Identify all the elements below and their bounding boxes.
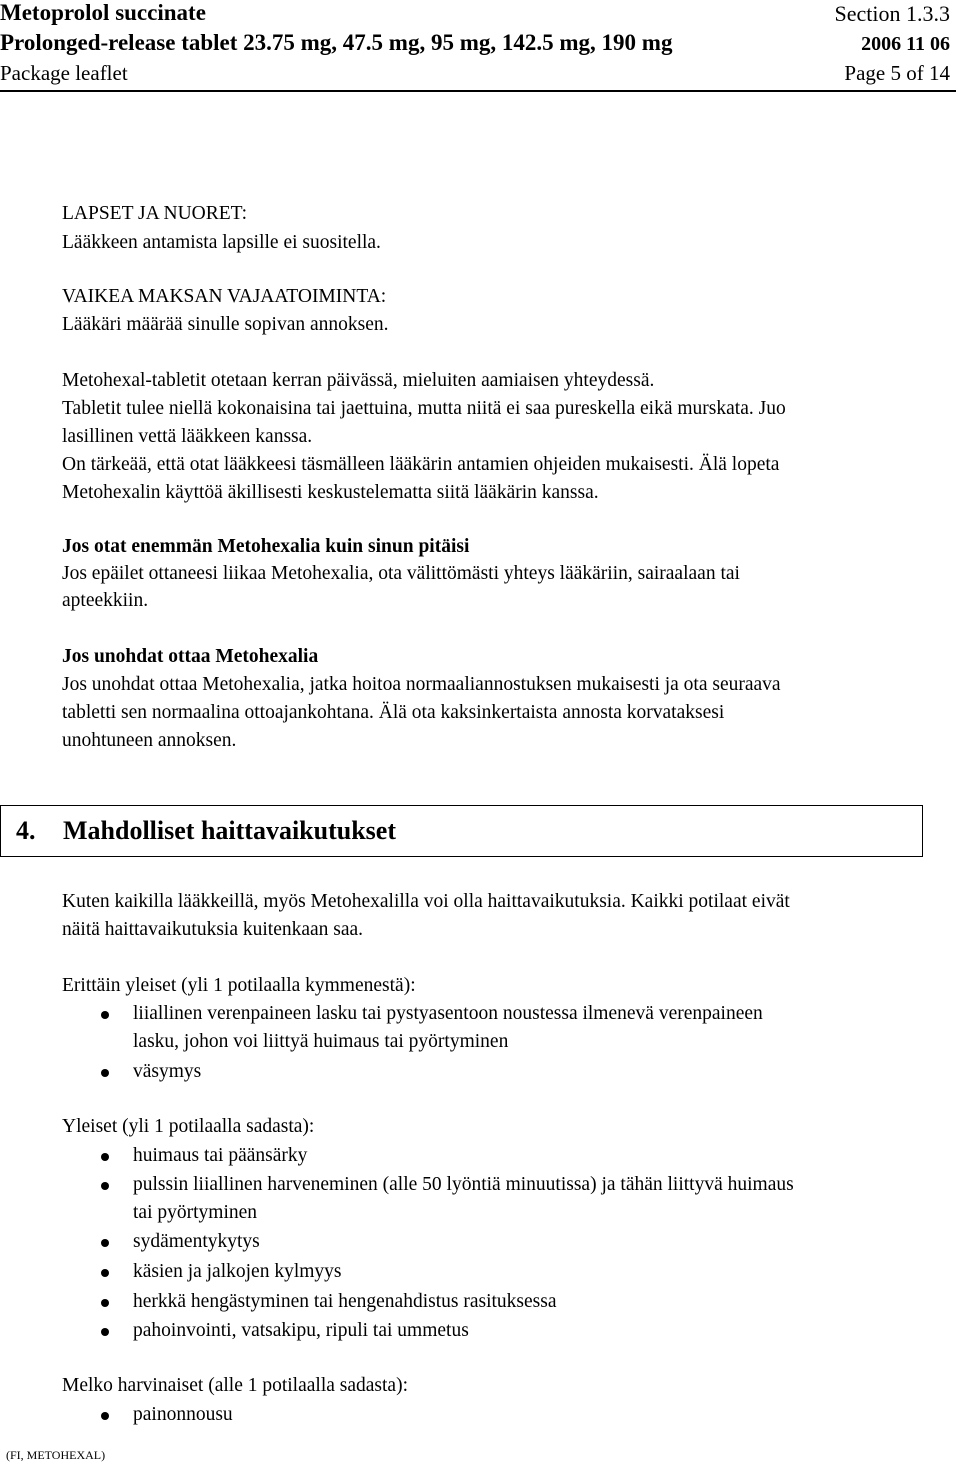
document-date: 2006 11 06 [861,33,950,55]
header-row-doc [0,61,956,89]
bullet-icon [101,1412,109,1420]
header-row-drug [0,0,956,28]
common-label: Yleiset (yli 1 potilaalla sadasta): [62,1116,315,1137]
bullet-icon [101,1153,109,1161]
page-indicator: Page 5 of 14 [844,61,950,85]
list-item-text: tai pyörtyminen [133,1202,258,1223]
dosing-line-1: Metohexal-tabletit otetaan kerran päivässä, mieluiten aamiaisen yhteydessä. [62,370,655,391]
liver-text: Lääkäri määrää sinulle sopivan annoksen. [62,314,389,335]
missed-dose-line-b: tabletti sen normaalina ottoajankohtana. Älä ota kaksinkertaista annosta korvataksesi [62,702,725,723]
bullet-icon [101,1269,109,1277]
overdose-line-b: apteekkiin. [62,590,149,611]
header-divider [0,90,956,92]
document-type: Package leaflet [0,61,128,85]
list-item-text: sydämentykytys [133,1231,260,1252]
children-title: LAPSET JA NUORET: [62,203,248,224]
header-row-form [0,30,956,58]
overdose-heading: Jos otat enemmän Metohexalia kuin sinun pitäisi [62,536,470,557]
list-item-text: lasku, johon voi liittyä huimaus tai pyörtyminen [133,1031,509,1052]
bullet-icon [101,1069,109,1077]
dosing-line-2a: Tabletit tulee niellä kokonaisina tai jaettuina, mutta niitä ei saa pureskella eikä murskata. Juo [62,398,786,419]
list-item-text: painonnousu [133,1404,233,1425]
section-4-heading-box [0,805,923,857]
dosing-line-2b: lasillinen vettä lääkkeen kanssa. [62,426,313,447]
list-item-text: pahoinvointi, vatsakipu, ripuli tai ummetus [133,1320,469,1341]
section-4-title: Mahdolliset haittavaikutukset [63,816,396,845]
side-effects-intro-a: Kuten kaikilla lääkkeillä, myös Metohexalilla voi olla haittavaikutuksia. Kaikki potilaat eivät [62,891,790,912]
bullet-icon [101,1239,109,1247]
missed-dose-line-a: Jos unohdat ottaa Metohexalia, jatka hoitoa normaaliannostuksen mukaisesti ja ota seuraava [62,674,781,695]
liver-title: VAIKEA MAKSAN VAJAATOIMINTA: [62,286,387,307]
children-text: Lääkkeen antamista lapsille ei suositella. [62,232,381,253]
side-effects-intro-b: näitä haittavaikutuksia kuitenkaan saa. [62,919,364,940]
bullet-icon [101,1011,109,1019]
list-item-text: väsymys [133,1061,202,1082]
list-item-text: huimaus tai päänsärky [133,1145,308,1166]
section-number: Section 1.3.3 [834,1,950,26]
missed-dose-line-c: unohtuneen annoksen. [62,730,237,751]
product-form: Prolonged-release tablet 23.75 mg, 47.5 mg, 95 mg, 142.5 mg, 190 mg [0,30,673,55]
overdose-line-a: Jos epäilet ottaneesi liikaa Metohexalia, ota välittömästi yhteys lääkäriin, sairaalaan tai [62,563,740,584]
uncommon-label: Melko harvinaiset (alle 1 potilaalla sadasta): [62,1375,409,1396]
bullet-icon [101,1299,109,1307]
page-footer: (FI, METOHEXAL) [6,1448,106,1462]
drug-name: Metoprolol succinate [0,0,206,25]
list-item-text: herkkä hengästyminen tai hengenahdistus rasituksessa [133,1291,557,1312]
bullet-icon [101,1328,109,1336]
bullet-icon [101,1182,109,1190]
dosing-line-3b: Metohexalin käyttöä äkillisesti keskustelematta siitä lääkärin kanssa. [62,482,599,503]
section-4-number: 4. [16,816,36,845]
list-item-text: pulssin liiallinen harveneminen (alle 50 lyöntiä minuutissa) ja tähän liittyvä huimaus [133,1174,794,1195]
list-item-text: käsien ja jalkojen kylmyys [133,1261,342,1282]
very-common-label: Erittäin yleiset (yli 1 potilaalla kymmenestä): [62,975,416,996]
list-item-text: liiallinen verenpaineen lasku tai pystyasentoon noustessa ilmenevä verenpaineen [133,1003,763,1024]
missed-dose-heading: Jos unohdat ottaa Metohexalia [62,646,319,667]
dosing-line-3a: On tärkeää, että otat lääkkeesi täsmälleen lääkärin antamien ohjeiden mukaisesti. Älä lopeta [62,454,780,475]
